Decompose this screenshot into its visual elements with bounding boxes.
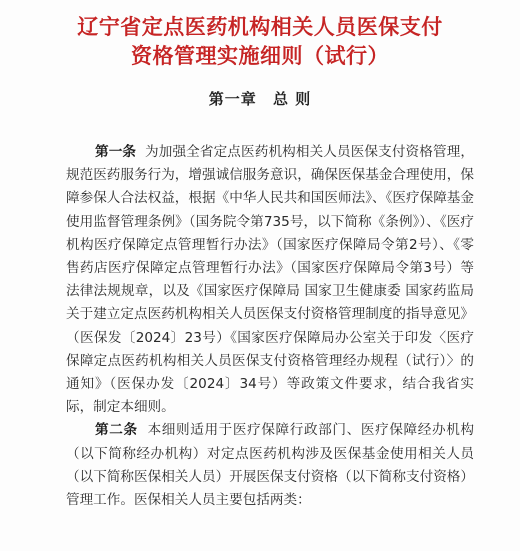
article-2 — [66, 419, 474, 512]
article-2-text: 本细则适用于医疗保障行政部门、医疗保障经办机构（以下简称经办机构）对定点医药机构涉及医保基金使用相关人员（以下简称医保相关人员）开展医保支付资格（以下简称支付资格）管理工作。医保相关人员主要包括两类： — [66, 422, 475, 509]
article-1-text: 为加强全省定点医药机构相关人员医保支付资格管理，规范医药服务行为，增强诚信服务意识，确保医保基金合理使用，保障参保人合法权益，根据《中华人民共和国医师法》、《医疗保障基金使用监督管理条例》（国务院令第735号，以下简称《条例》）、《医疗机构医疗保障定点管理暂行办法》（国家医疗保障局令第2号）、《零售药店医疗保障定点管理暂行办法》（国家医疗保障局令第3号）等法律法规规章，以及《国家医疗保障局 国家卫生健康委 国家药监局关于建立定点医药机构相关人员医保支付资格管理制度的指导意见》（医保发〔2024〕23号）《国家医疗保障局办公室关于印发〈医疗保障定点医药机构相关人员医保支付资格管理经办规程（试行）〉的通知》（医保办发〔2024〕34号）等政策文件要求，结合我省实际，制定本细则。 — [66, 144, 475, 416]
chapter-heading — [0, 88, 520, 109]
article-1 — [66, 141, 474, 419]
article-2-label: 第二条 — [95, 422, 138, 439]
document-title-line-2: 资格管理实施细则（试行） — [131, 44, 389, 68]
article-1-label: 第一条 — [95, 144, 137, 160]
chapter-name: 总 则 — [273, 90, 312, 108]
chapter-number: 第一章 — [208, 90, 257, 108]
document-title-line-1: 辽宁省定点医药机构相关人员医保支付 — [77, 15, 443, 39]
document-body — [66, 141, 474, 512]
